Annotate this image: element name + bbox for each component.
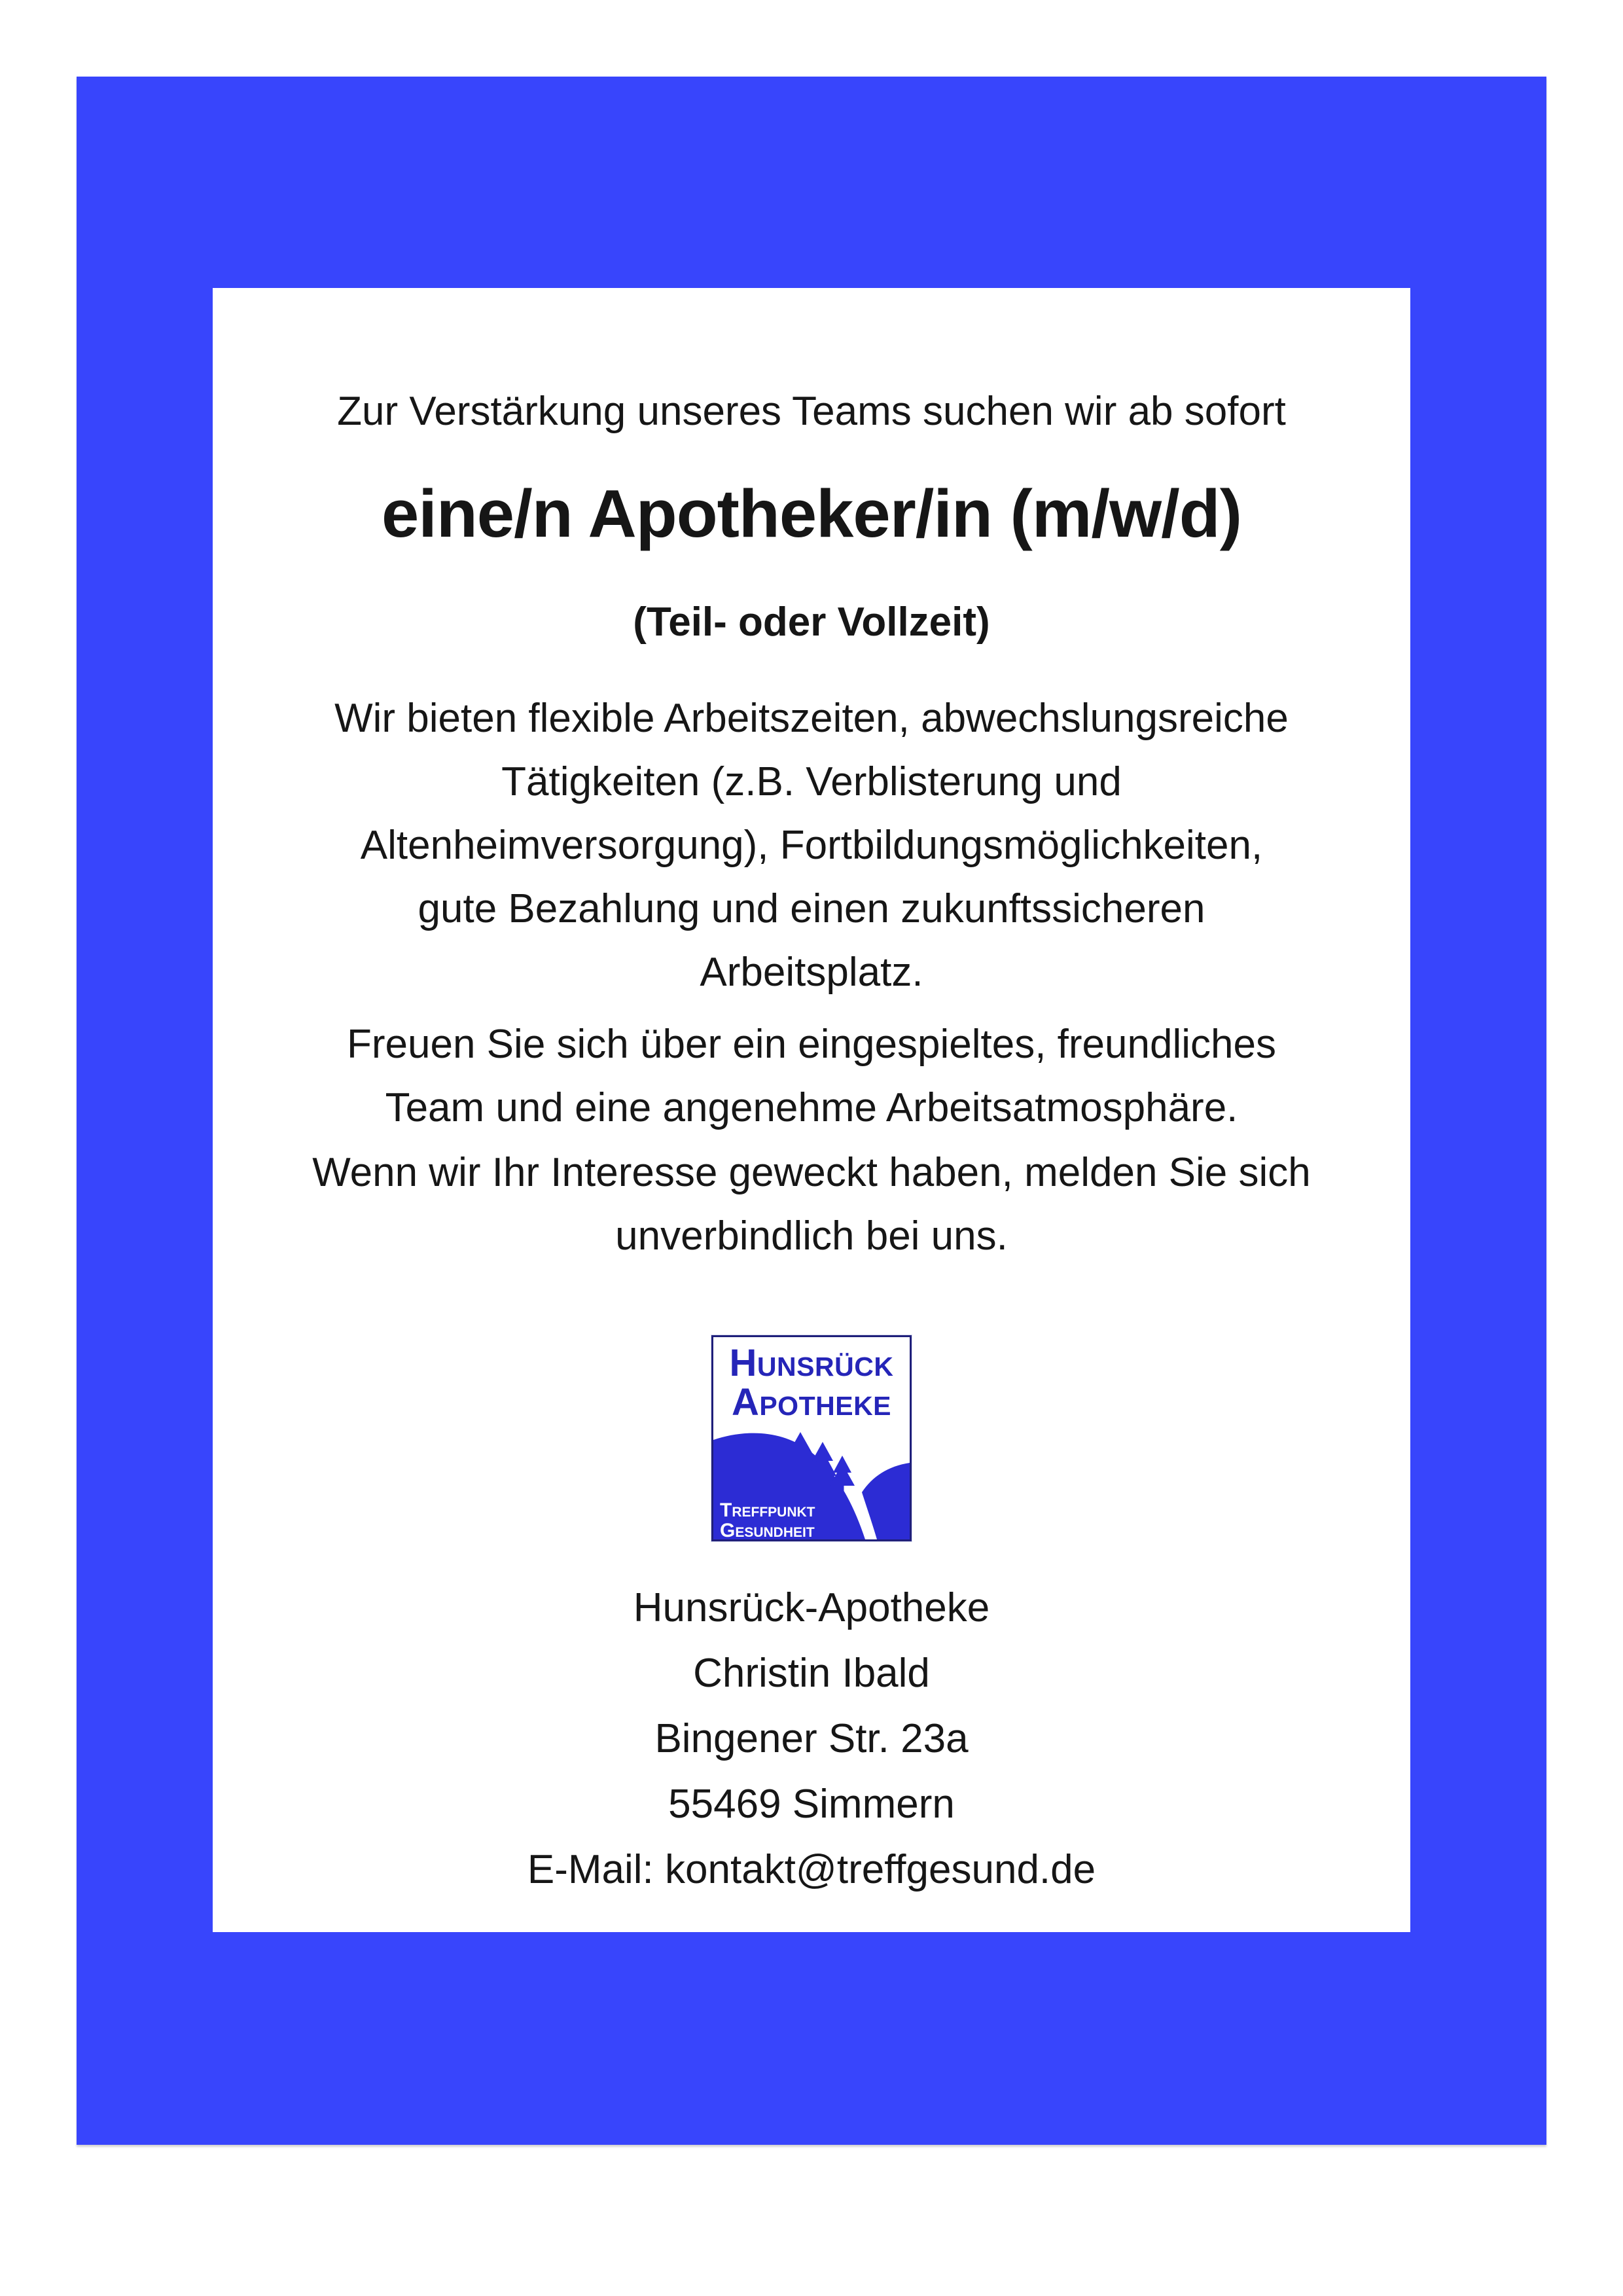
logo-tagline-line1: Treffpunkt (720, 1499, 815, 1521)
right-hill (862, 1463, 910, 1539)
offer-line: Arbeitsplatz. (700, 950, 923, 995)
offer-line: Tätigkeiten (z.B. Verblisterung und (501, 759, 1122, 804)
invitation-line: Wenn wir Ihr Interesse geweckt haben, melden Sie sich (312, 1150, 1311, 1195)
contact-block (213, 1575, 1410, 1903)
invitation-line: unverbindlich bei uns. (615, 1213, 1008, 1259)
job-title: eine/n Apotheker/in (m/w/d) (381, 476, 1241, 551)
logo-name-line2: Apotheke (731, 1381, 892, 1424)
blue-border-panel (77, 77, 1546, 2145)
job-ad-card (213, 288, 1410, 1932)
invitation-paragraph (213, 1141, 1410, 1268)
contact-email: E-Mail: kontakt@treffgesund.de (527, 1847, 1096, 1892)
team-paragraph (213, 1013, 1410, 1139)
offer-line: Wir bieten flexible Arbeitszeiten, abwechslungsreiche (334, 696, 1289, 741)
employment-type: (Teil- oder Vollzeit) (633, 600, 990, 645)
contact-city: 55469 Simmern (668, 1782, 955, 1827)
offer-paragraph (213, 687, 1410, 1004)
contact-street: Bingener Str. 23a (654, 1716, 969, 1761)
offer-line: gute Bezahlung und einen zukunftssicheren (418, 886, 1205, 931)
logo-tagline-line2: Gesundheit (720, 1520, 815, 1541)
logo-name-line1: Hunsrück (729, 1342, 894, 1384)
team-line: Freuen Sie sich über ein eingespieltes, freundliches (347, 1022, 1276, 1067)
intro-line: Zur Verstärkung unseres Teams suchen wir ab sofort (337, 389, 1286, 434)
team-line: Team und eine angenehme Arbeitsatmosphäre. (385, 1085, 1238, 1130)
pharmacy-logo (711, 1335, 912, 1541)
contact-pharmacy-name: Hunsrück-Apotheke (633, 1585, 990, 1630)
contact-person: Christin Ibald (693, 1651, 930, 1696)
offer-line: Altenheimversorgung), Fortbildungsmöglichkeiten, (360, 823, 1263, 868)
